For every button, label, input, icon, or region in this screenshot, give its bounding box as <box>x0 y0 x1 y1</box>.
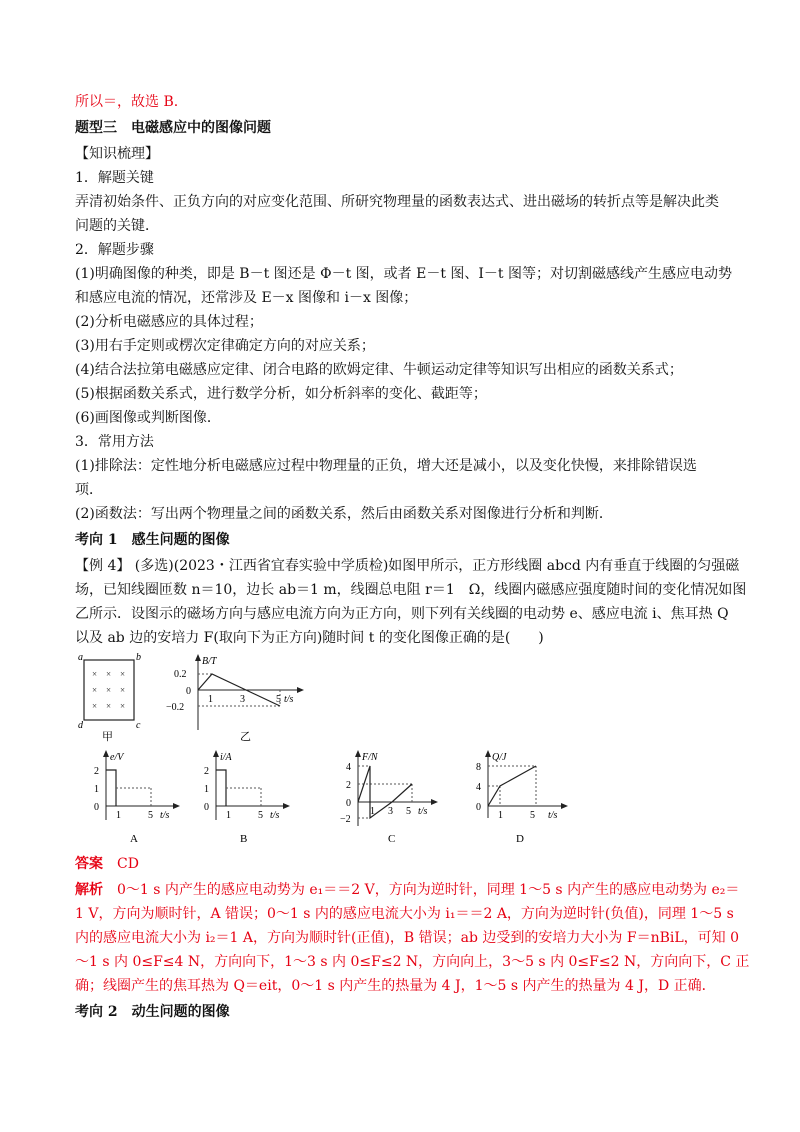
x-tick-1: 1 <box>208 694 213 705</box>
option-c-tick-neg2: −2 <box>340 814 351 825</box>
option-d-graph <box>466 748 576 848</box>
svg-text:×: × <box>92 701 98 711</box>
step-1-line-1: (1)明确图像的种类，即是 B－t 图还是 Φ－t 图，或者 E－t 图、I－t 图等；对切割磁感线产生感应电动势 <box>75 266 732 282</box>
b-t-graph <box>160 652 310 742</box>
point-2-heading: 2．解题步骤 <box>75 242 154 258</box>
option-b-xtick-1: 1 <box>226 810 231 821</box>
x-axis-arrow <box>297 687 304 693</box>
step-6: (6)画图像或判断图像． <box>75 410 221 426</box>
subsection-heading-1: 考向 1 感生问题的图像 <box>75 532 230 548</box>
option-c-graph <box>336 748 446 848</box>
analysis-label: 解析 <box>75 882 103 898</box>
option-d-tick-4: 4 <box>476 782 481 793</box>
option-b-tick-2: 2 <box>204 766 209 777</box>
y-tick-neg0.2: −0.2 <box>166 702 185 713</box>
svg-text:×: × <box>120 685 126 695</box>
analysis-line-2: 1 V，方向为顺时针，A 错误；0～1 s 内的感应电流大小为 i₁＝＝2 A，方向为逆时针(负值)，同理 1～5 s <box>75 906 734 922</box>
corner-label-b: b <box>136 652 141 663</box>
y-tick-0.2: 0.2 <box>174 669 187 680</box>
step-4: (4)结合法拉第电磁感应定律、闭合电路的欧姆定律、牛顿运动定律等知识写出相应的函数关系式； <box>75 362 683 378</box>
option-d-xtick-1: 1 <box>498 810 503 821</box>
option-a-tick-1: 1 <box>94 784 99 795</box>
option-b-xtick-5: 5 <box>258 810 263 821</box>
svg-text:×: × <box>120 701 126 711</box>
option-d-curve <box>488 766 536 806</box>
analysis-line-1: 解析 0～1 s 内产生的感应电动势为 e₁＝＝2 V，方向为逆时针，同理 1～5 s 内产生的感应电动势为 e₂＝ <box>75 882 740 898</box>
option-a-xtick-5: 5 <box>148 810 153 821</box>
x-tick-5: 5 <box>276 694 281 705</box>
analysis-line-3: 内的感应电流大小为 i₂＝1 A，方向为顺时针(正值)，B 错误；ab 边受到的安培力大小为 F＝nBiL，可知 0 <box>75 930 740 946</box>
option-a-ylabel: e/V <box>110 752 124 763</box>
example-line-4: 以及 ab 边的安培力 F(取向下为正方向)随时间 t 的变化图像正确的是( ) <box>75 630 544 646</box>
svg-text:×: × <box>106 701 112 711</box>
svg-text:×: × <box>92 669 98 679</box>
answer-line <box>75 854 735 874</box>
x-tick-3: 3 <box>240 694 245 705</box>
analysis-line-5: 确；线圈产生的焦耳热为 Q＝eit，0～1 s 内产生的热量为 4 J，1～5 s 内产生的热量为 4 J，D 正确． <box>75 978 716 994</box>
step-1-line-2: 和感应电流的情况，还常涉及 E－x 图像和 i－x 图像； <box>75 290 418 306</box>
answer-text: CD <box>117 856 139 872</box>
svg-text:×: × <box>92 685 98 695</box>
method-2: (2)函数法：写出两个物理量之间的函数关系，然后由函数关系对图像进行分析和判断． <box>75 506 613 522</box>
option-d-ylabel: Q/J <box>492 752 507 763</box>
option-a-tick-0: 0 <box>94 802 99 813</box>
y-axis-arrow <box>195 654 201 661</box>
option-c-caption: C <box>388 833 396 845</box>
coil-figure <box>78 652 148 742</box>
section-heading: 题型三 电磁感应中的图像问题 <box>75 120 271 136</box>
option-a-xlabel: t/s <box>160 810 170 821</box>
analysis-line-4: ～1 s 内 0≤F≤4 N，方向向下，1～3 s 内 0≤F≤2 N，方向向上，3～5 s 内 0≤F≤2 N，方向向下，C 正 <box>75 954 750 970</box>
option-c-tick-2: 2 <box>346 780 351 791</box>
corner-label-c: c <box>136 720 141 731</box>
option-c-xtick-5: 5 <box>406 806 411 817</box>
answer-label: 答案 <box>75 856 103 872</box>
coil-caption: 甲 <box>102 731 113 742</box>
prev-answer-line: 所以＝，故选 B. <box>75 94 179 110</box>
option-c-ylabel: F/N <box>362 752 378 763</box>
step-5: (5)根据函数关系式，进行数学分析，如分析斜率的变化、截距等； <box>75 386 487 402</box>
y-axis-label: B/T <box>202 656 217 667</box>
option-d-xlabel: t/s <box>548 810 558 821</box>
option-c-tick-0: 0 <box>346 798 351 809</box>
example-line-1: 【例 4】 (多选)(2023・江西省宜春实验中学质检)如图甲所示，正方形线圈 abcd 内有垂直于线圈的匀强磁 <box>75 558 740 574</box>
y-tick-0: 0 <box>186 686 191 697</box>
option-a-xtick-1: 1 <box>116 810 121 821</box>
option-b-graph <box>196 748 296 848</box>
point-1-body-1: 弄清初始条件、正负方向的对应变化范围、所研究物理量的函数表达式、进出磁场的转折点等是解决此类 <box>75 194 719 210</box>
corner-label-d: d <box>78 720 83 731</box>
option-c-tick-4: 4 <box>346 762 351 773</box>
svg-text:×: × <box>120 669 126 679</box>
option-c-xlabel: t/s <box>418 806 428 817</box>
point-1-heading: 1．解题关键 <box>75 170 154 186</box>
option-d-tick-8: 8 <box>476 762 481 773</box>
x-axis-label: t/s <box>284 694 294 705</box>
point-3-heading: 3．常用方法 <box>75 434 154 450</box>
svg-text:×: × <box>106 685 112 695</box>
graph-b-caption: 乙 <box>240 731 251 742</box>
option-b-ylabel: i/A <box>220 752 232 763</box>
option-b-caption: B <box>240 833 248 845</box>
option-d-caption: D <box>516 833 524 845</box>
option-b-tick-0: 0 <box>204 802 209 813</box>
step-3: (3)用右手定则或楞次定律确定方向的对应关系； <box>75 338 375 354</box>
option-a-curve-1 <box>106 770 116 806</box>
option-c-curve <box>358 766 412 818</box>
subsection-heading-2: 考向 2 动生问题的图像 <box>75 1004 230 1020</box>
option-b-curve-1 <box>216 770 226 806</box>
option-d-tick-0: 0 <box>476 802 481 813</box>
field-crosses <box>92 669 125 711</box>
option-a-caption: A <box>130 833 138 845</box>
corner-label-a: a <box>78 652 83 663</box>
option-a-graph <box>86 748 186 848</box>
option-a-tick-2: 2 <box>94 766 99 777</box>
option-c-xtick-3: 3 <box>388 806 393 817</box>
option-d-xtick-5: 5 <box>530 810 535 821</box>
option-b-tick-1: 1 <box>204 784 209 795</box>
knowledge-label: 【知识梳理】 <box>75 146 159 162</box>
method-1-line-2: 项． <box>75 482 103 498</box>
option-b-xlabel: t/s <box>270 810 280 821</box>
option-c-xtick-1: 1 <box>370 806 375 817</box>
example-line-2: 场，已知线圈匝数 n＝10，边长 ab＝1 m，线圈总电阻 r＝1 Ω，线圈内磁感应强度随时间的变化情况如图 <box>75 582 747 598</box>
example-line-3: 乙所示．设图示的磁场方向与感应电流方向为正方向，则下列有关线圈的电动势 e、感应电流 i、焦耳热 Q <box>75 606 729 622</box>
point-1-body-2: 问题的关键． <box>75 218 159 234</box>
svg-text:×: × <box>106 669 112 679</box>
step-2: (2)分析电磁感应的具体过程； <box>75 314 263 330</box>
method-1-line-1: (1)排除法：定性地分析电磁感应过程中物理量的正负，增大还是减小，以及变化快慢，来排除错误选 <box>75 458 697 474</box>
